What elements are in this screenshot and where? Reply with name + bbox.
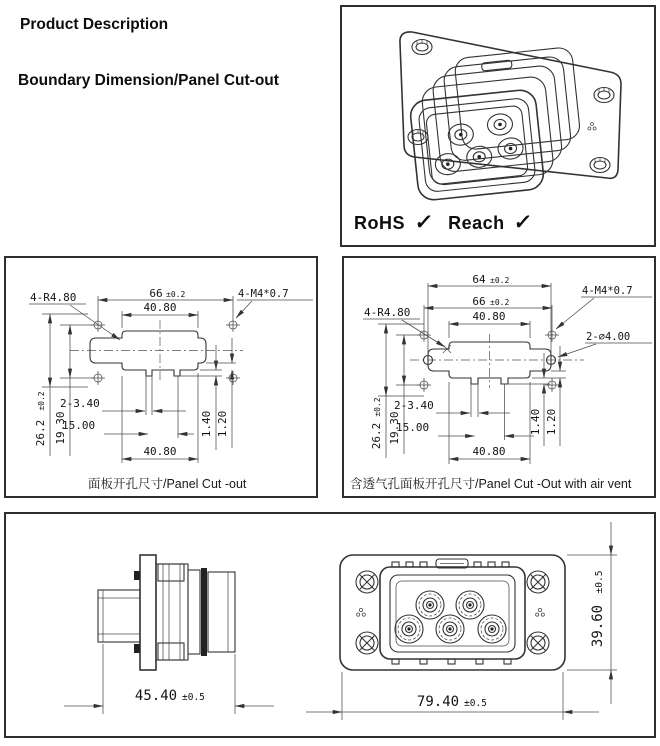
corner-screw-terminal: [412, 39, 432, 55]
corner-screw: [527, 632, 549, 654]
dim-label: 19.30: [54, 411, 67, 445]
dim-tolerance: ±0.5: [594, 570, 605, 594]
outline-drawing-panel: [4, 512, 656, 738]
dim-tolerance: ±0.2: [490, 276, 510, 285]
dim-notch-spacing: 15.00: [396, 421, 430, 434]
dim-notch-lines: [436, 384, 510, 417]
dim-label: 40.80: [472, 445, 506, 458]
dim-corner-radius: 4-R4.80: [364, 306, 411, 319]
dim-vent-hole: 2-∅4.00: [586, 331, 631, 343]
corner-screw: [356, 632, 378, 654]
dim-tolerance: ±0.5: [182, 692, 205, 703]
connector-front-view: [340, 555, 565, 670]
dim-tolerance: ±0.2: [37, 391, 46, 411]
dim-corner-radius: 4-R4.80: [30, 291, 77, 304]
dim-label: 66: [149, 287, 163, 300]
reach-label: Reach: [448, 213, 505, 233]
panel-cutout-panel: [4, 256, 318, 498]
leader-vent-hole: [558, 343, 652, 357]
contact: [478, 615, 506, 643]
corner-screw: [527, 571, 549, 593]
dim-notch-spacing-lines: [104, 376, 194, 438]
dim-label: 1.20: [216, 410, 229, 438]
vent-mark: [536, 608, 545, 616]
dim-tolerance: ±0.5: [464, 698, 487, 709]
dim-label: 79.40: [416, 694, 460, 710]
dim-label: 1.40: [529, 408, 542, 436]
flange-side: [140, 555, 156, 670]
dim-tolerance: ±0.2: [373, 397, 382, 417]
connector-side-view: [98, 555, 235, 670]
dim-label: 39.60: [590, 604, 606, 648]
cutout-caption: 面板开孔尺寸/Panel Cut -out: [88, 477, 247, 491]
leader-screw-thread: [556, 297, 652, 329]
screw-holes: [91, 318, 240, 385]
panel-cutout-vent-drawing: [344, 258, 654, 496]
contact: [436, 615, 464, 643]
compliance-line: [354, 210, 542, 235]
panel-cutout-drawing: [6, 258, 316, 496]
dim-notch-spacing-lines: [438, 384, 534, 440]
dim-label: 40.80: [143, 301, 177, 314]
connector-isometric-drawing: [342, 7, 654, 207]
dim-label: 66: [472, 295, 486, 308]
panel-cutout-vent-panel: [342, 256, 656, 498]
housing-teeth: [392, 562, 511, 664]
dim-notch-lines: [102, 376, 186, 415]
dim-height-outer: [378, 324, 424, 458]
dim-tolerance: ±0.2: [490, 298, 510, 307]
leader-screw-thread: [236, 300, 313, 318]
vent-mark: [588, 123, 596, 131]
contact: [395, 615, 423, 643]
corner-screw: [356, 571, 378, 593]
front-face: [409, 89, 545, 202]
outline-drawing: [6, 514, 654, 736]
dim-label: 64: [472, 273, 486, 286]
contact-cavity: [431, 112, 525, 176]
dim-notch-width: 2-3.40: [394, 399, 434, 412]
dim-notch-width: 2-3.40: [60, 397, 100, 410]
dim-label: 1.40: [200, 410, 213, 438]
vent-mark: [357, 608, 366, 616]
contact: [416, 591, 444, 619]
dim-screw-thread: 4-M4*0.7: [582, 285, 633, 297]
dim-label: 40.80: [143, 445, 177, 458]
dim-notch-spacing: 15.00: [62, 419, 96, 432]
dim-tolerance: ±0.2: [166, 290, 186, 299]
corner-screw-terminal: [594, 87, 614, 103]
dim-label: 26.2: [370, 422, 383, 450]
rohs-check-icon: ✓: [412, 211, 435, 234]
dim-label: 45.40: [134, 688, 178, 704]
screw-side: [134, 571, 140, 580]
o-ring: [201, 568, 207, 656]
leader-corner-radius: [29, 304, 120, 340]
cutout-outline: [90, 331, 206, 376]
section-title-boundary-dimension: Boundary Dimension/Panel Cut-out: [18, 72, 279, 89]
screw-side: [134, 644, 140, 653]
cutout-vent-caption: 含透气孔面板开孔尺寸/Panel Cut -Out with air vent: [350, 477, 632, 491]
corner-screw-terminal: [590, 157, 610, 173]
dim-label: 26.2: [34, 419, 47, 447]
dim-label: 40.80: [472, 310, 506, 323]
isometric-view-panel: [340, 5, 656, 247]
flange-plate: [400, 32, 621, 178]
page-title: Product Description: [20, 16, 169, 33]
dim-label: 19.30: [388, 411, 401, 445]
reach-check-icon: ✓: [512, 211, 534, 234]
dim-screw-thread: 4-M4*0.7: [238, 288, 289, 300]
dim-label: 1.20: [545, 408, 558, 436]
contact: [456, 591, 484, 619]
rohs-label: RoHS: [354, 213, 405, 233]
connector-housing: [405, 47, 586, 202]
